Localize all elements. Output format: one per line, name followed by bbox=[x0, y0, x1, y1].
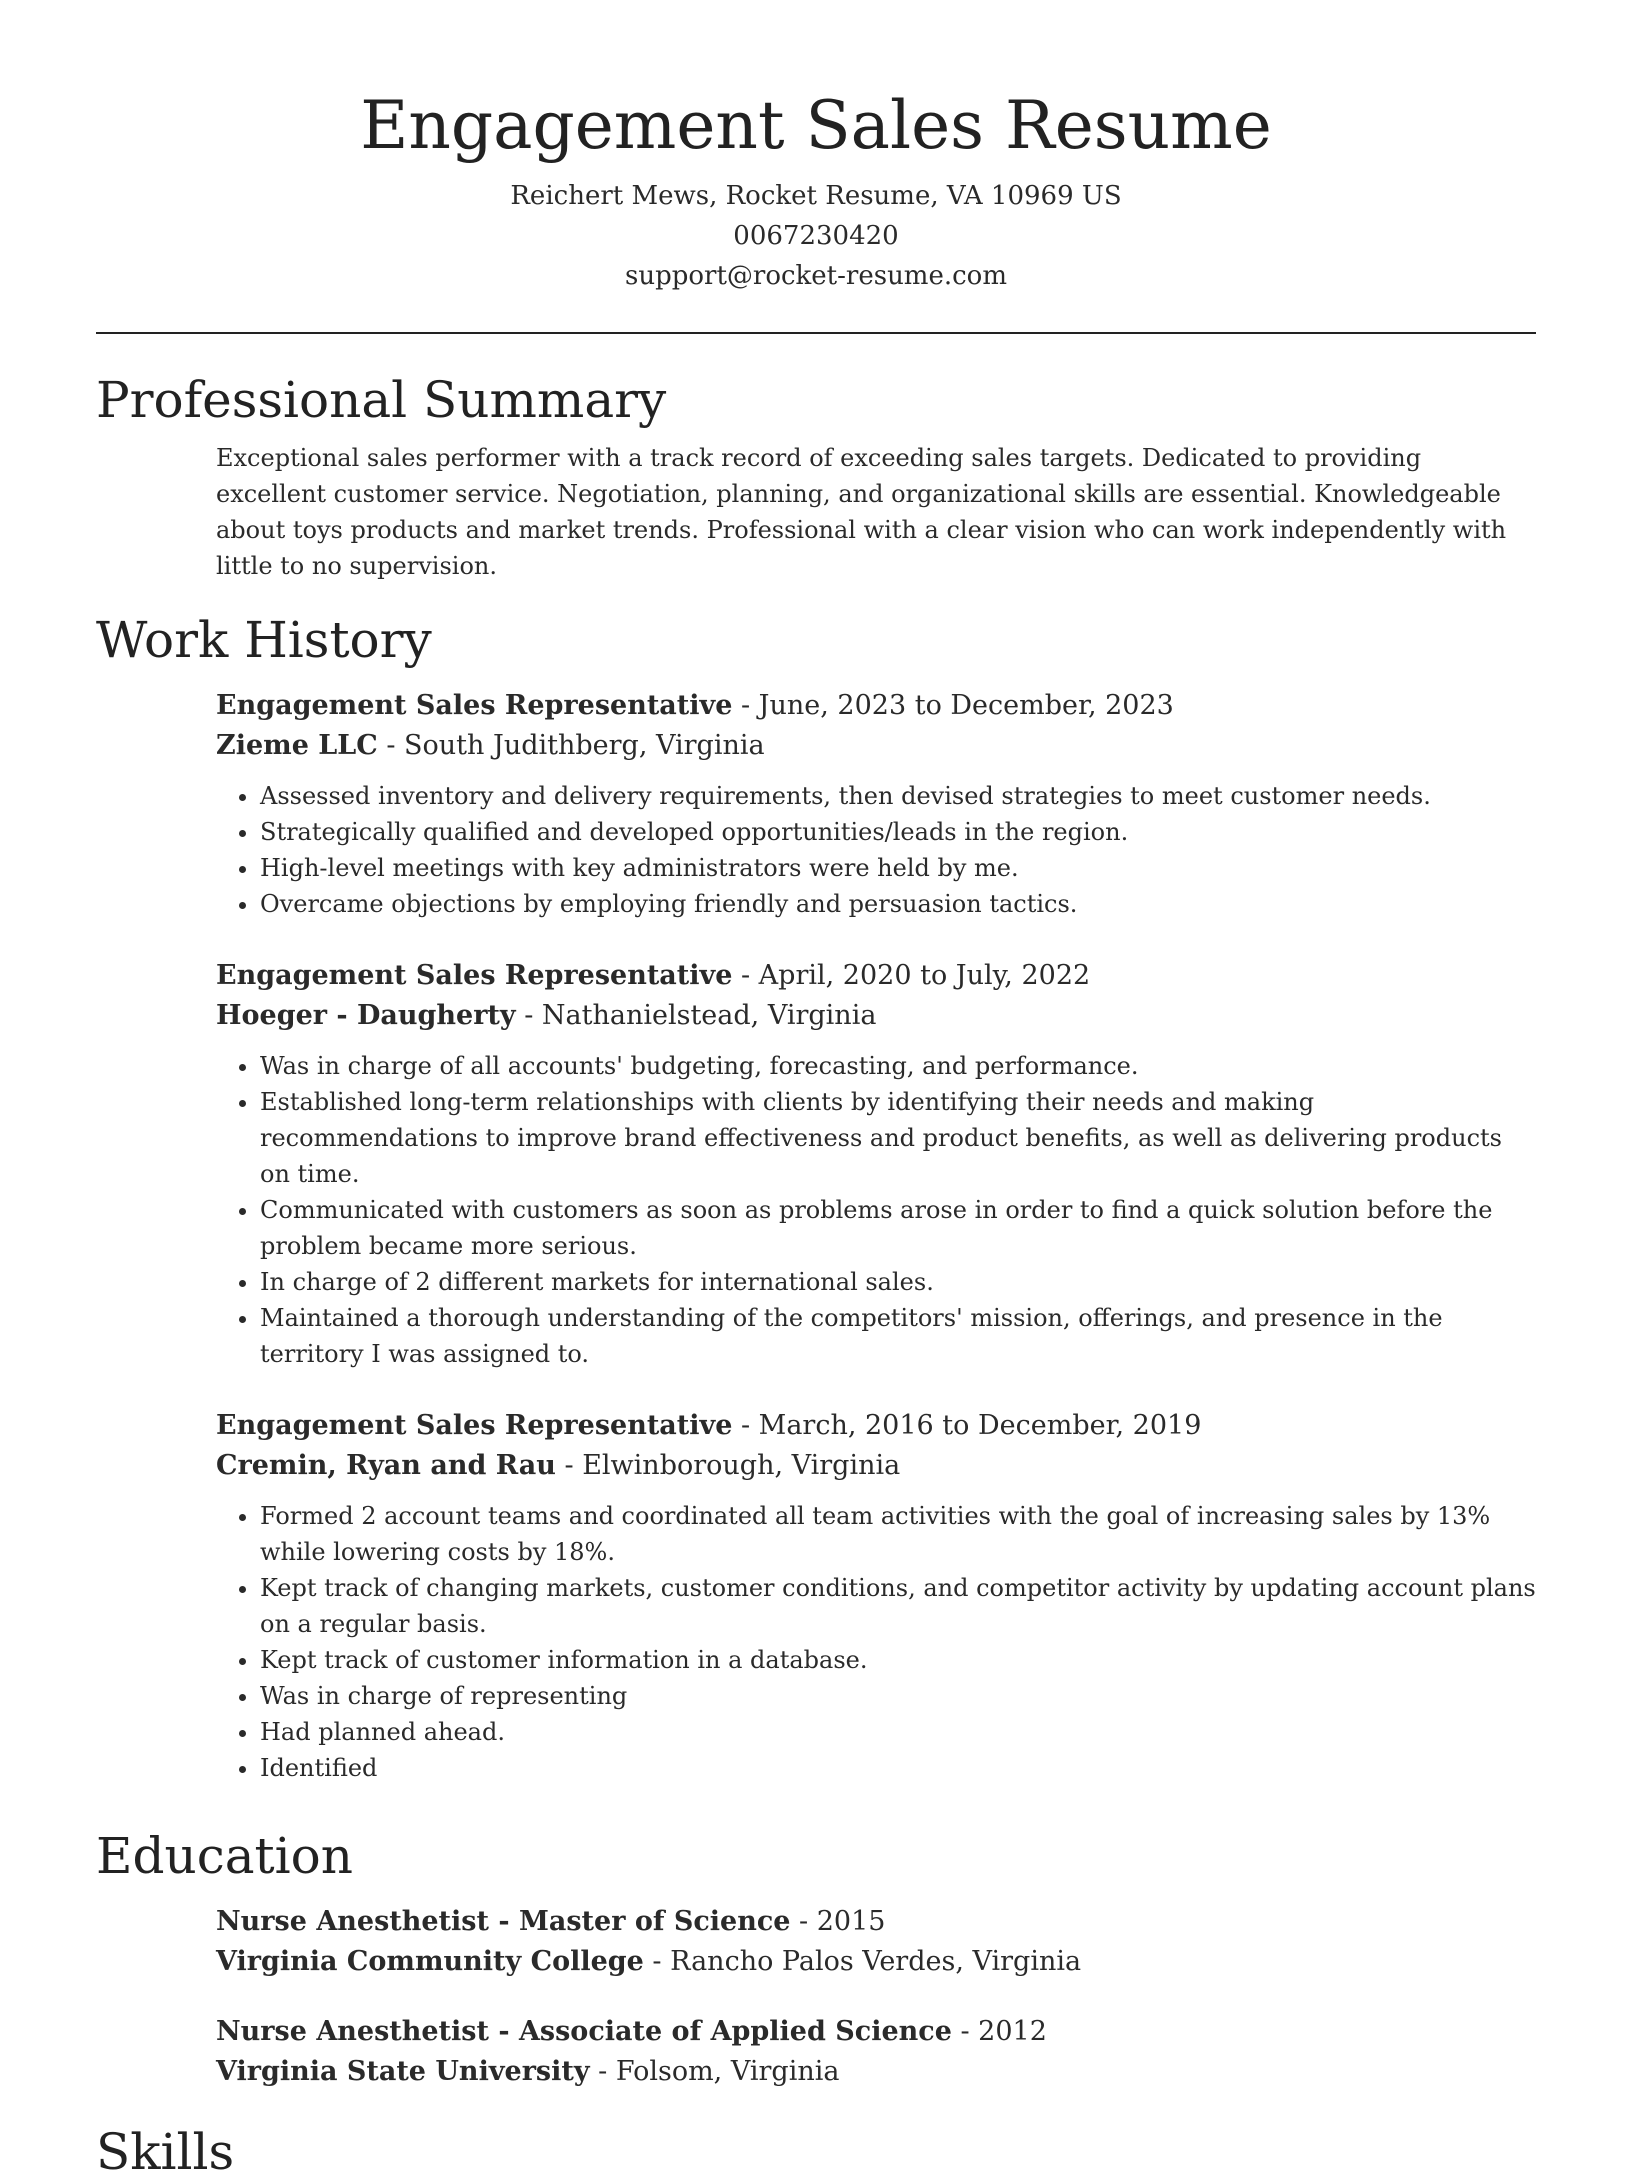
job-company-line bbox=[216, 726, 1536, 766]
education-location: - Folsom, Virginia bbox=[589, 2056, 840, 2087]
job-bullet: • High-level meetings with key administrators were held by me. bbox=[260, 850, 1536, 886]
header-divider bbox=[96, 332, 1536, 334]
education-year: - 2015 bbox=[790, 1906, 886, 1937]
job-entry bbox=[216, 956, 1536, 1372]
summary-section bbox=[96, 368, 1536, 584]
job-bullet: • Maintained a thorough understanding of the competitors' mission, offerings, and presence in the territory I was assigned to. bbox=[260, 1300, 1536, 1372]
job-bullet: • Assessed inventory and delivery requirements, then devised strategies to meet customer needs. bbox=[260, 778, 1536, 814]
job-bullets bbox=[216, 1048, 1536, 1372]
work-history-heading: Work History bbox=[96, 611, 432, 669]
education-degree-line bbox=[216, 1902, 1536, 1942]
job-dates: - March, 2016 to December, 2019 bbox=[732, 1410, 1202, 1441]
job-title-line bbox=[216, 1406, 1536, 1446]
education-section bbox=[96, 1824, 1536, 2092]
skills-heading: Skills bbox=[96, 2123, 235, 2181]
education-school-line bbox=[216, 1942, 1536, 1982]
job-company-line bbox=[216, 1446, 1536, 1486]
job-title: Engagement Sales Representative bbox=[216, 960, 733, 991]
resume-page bbox=[96, 0, 1536, 2184]
job-company-line bbox=[216, 996, 1536, 1036]
job-dates: - June, 2023 to December, 2023 bbox=[732, 690, 1174, 721]
job-company: Zieme LLC bbox=[216, 730, 378, 761]
contact-phone: 0067230420 bbox=[733, 221, 899, 251]
summary-heading: Professional Summary bbox=[96, 371, 667, 429]
job-bullet: • Established long-term relationships with clients by identifying their needs and making recommendations to improve brand effectiveness and product benefits, as well as delivering products on time. bbox=[260, 1084, 1536, 1192]
job-bullet: • Was in charge of representing bbox=[260, 1678, 1536, 1714]
job-title-line bbox=[216, 956, 1536, 996]
education-entry bbox=[216, 1902, 1536, 1982]
education-degree-line bbox=[216, 2012, 1536, 2052]
page-title: Engagement Sales Resume bbox=[360, 87, 1272, 164]
education-school: Virginia State University bbox=[216, 2056, 590, 2087]
job-location: - Nathanielstead, Virginia bbox=[515, 1000, 877, 1031]
contact-block bbox=[96, 176, 1536, 296]
job-title: Engagement Sales Representative bbox=[216, 690, 733, 721]
education-degree: Nurse Anesthetist - Associate of Applied Science bbox=[216, 2016, 952, 2047]
contact-email: support@rocket-resume.com bbox=[624, 261, 1007, 291]
job-bullet: • Communicated with customers as soon as problems arose in order to find a quick solution before the problem became more serious. bbox=[260, 1192, 1536, 1264]
job-bullet: • Kept track of customer information in a database. bbox=[260, 1642, 1536, 1678]
education-degree: Nurse Anesthetist - Master of Science bbox=[216, 1906, 791, 1937]
job-location: - Elwinborough, Virginia bbox=[555, 1450, 901, 1481]
job-title-line bbox=[216, 686, 1536, 726]
job-bullet: • Strategically qualified and developed opportunities/leads in the region. bbox=[260, 814, 1536, 850]
job-bullets bbox=[216, 778, 1536, 922]
job-title: Engagement Sales Representative bbox=[216, 1410, 733, 1441]
job-entry bbox=[216, 686, 1536, 922]
contact-address: Reichert Mews, Rocket Resume, VA 10969 US bbox=[510, 181, 1122, 211]
job-company: Hoeger - Daugherty bbox=[216, 1000, 516, 1031]
job-bullet: • Kept track of changing markets, customer conditions, and competitor activity by updating account plans on a regular basis. bbox=[260, 1570, 1536, 1642]
job-bullet: • Was in charge of all accounts' budgeting, forecasting, and performance. bbox=[260, 1048, 1536, 1084]
job-bullet: • In charge of 2 different markets for international sales. bbox=[260, 1264, 1536, 1300]
education-year: - 2012 bbox=[951, 2016, 1047, 2047]
education-location: - Rancho Palos Verdes, Virginia bbox=[643, 1946, 1082, 1977]
job-company: Cremin, Ryan and Rau bbox=[216, 1450, 556, 1481]
education-school-line bbox=[216, 2052, 1536, 2092]
work-history-section bbox=[96, 608, 1536, 1786]
job-dates: - April, 2020 to July, 2022 bbox=[732, 960, 1091, 991]
job-bullets bbox=[216, 1498, 1536, 1786]
job-bullet: • Had planned ahead. bbox=[260, 1714, 1536, 1750]
education-school: Virginia Community College bbox=[216, 1946, 644, 1977]
job-location: - South Judithberg, Virginia bbox=[377, 730, 765, 761]
skills-section bbox=[96, 2120, 1536, 2184]
job-bullet: • Overcame objections by employing friendly and persuasion tactics. bbox=[260, 886, 1536, 922]
education-entry bbox=[216, 2012, 1536, 2092]
job-entry bbox=[216, 1406, 1536, 1786]
summary-text: Exceptional sales performer with a track record of exceeding sales targets. Dedicated to providing excellent customer service. Negotiation, planning, and organizational skills are essential. Knowledgeable about toys products and market trends. Professional with a clear vision who can work independently with little to no supervision. bbox=[216, 444, 1507, 580]
education-heading: Education bbox=[96, 1827, 353, 1885]
job-bullet: • Formed 2 account teams and coordinated all team activities with the goal of increasing sales by 13% while lowering costs by 18%. bbox=[260, 1498, 1536, 1570]
job-bullet: • Identified bbox=[260, 1750, 1536, 1786]
resume-header bbox=[96, 0, 1536, 296]
